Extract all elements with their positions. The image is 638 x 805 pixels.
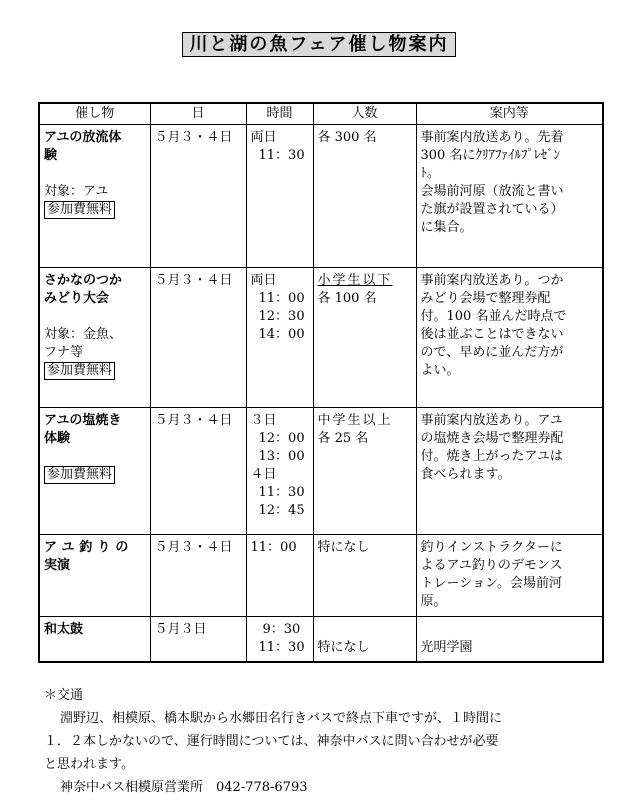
event-name: アユの塩焼き 体験	[44, 413, 122, 446]
event-cell	[39, 268, 150, 408]
notes-body-line: 淵野辺、相模原、橋本駅から水郷田名行きバスで終点下車ですが、１時間に	[60, 711, 503, 726]
guide-cell: 光明学園	[416, 617, 603, 663]
date-cell: ５月３日	[150, 617, 246, 663]
guide-cell: 事前案内放送あり。アユ の塩焼き会場で整理券配 付。焼き上がったアユは 食べられます。	[416, 408, 603, 535]
table-row	[39, 268, 603, 408]
table-row	[39, 535, 603, 617]
transport-notes	[44, 684, 604, 799]
table-header-row	[39, 103, 603, 125]
header-date: 日	[150, 103, 246, 125]
event-cell	[39, 408, 150, 535]
event-target: 対象：アユ	[44, 184, 109, 199]
notes-contact: 神奈中バス相模原営業所 042-778-6793	[60, 780, 308, 795]
header-guide: 案内等	[416, 103, 603, 125]
event-target: 対象：金魚、 フナ等	[44, 327, 123, 360]
people-cell: 特になし	[313, 535, 416, 617]
header-time: 時間	[246, 103, 313, 125]
event-cell	[39, 617, 150, 663]
time-cell: ３日 12：00 13：00 ４日 11：30 12：45	[246, 408, 313, 535]
event-cell	[39, 125, 150, 268]
event-name: アユ釣りの 実演	[44, 540, 134, 573]
table-row	[39, 125, 603, 268]
date-cell: ５月３・４日	[150, 535, 246, 617]
people-cell: 中学生以上 各 25 名	[313, 408, 416, 535]
event-cell	[39, 535, 150, 617]
notes-body-line: １．２本しかないので、運行時間については、神奈中バスに問い合わせが必要	[44, 734, 499, 749]
people-cell: 小学生以下 各 100 名	[313, 268, 416, 408]
event-name: さかなのつか みどり大会	[44, 273, 123, 306]
fee-badge: 参加費無料	[44, 201, 115, 219]
document-title: 川と湖の魚フェア催し物案内	[182, 32, 455, 57]
event-name: アユの放流体 験	[44, 130, 122, 163]
table-row	[39, 408, 603, 535]
guide-cell: 釣りインストラクターに よるアユ釣りのデモンス トレーション。会場前河 原。	[416, 535, 603, 617]
title-area	[0, 32, 638, 57]
people-cell: 各 300 名	[313, 125, 416, 268]
fee-badge: 参加費無料	[44, 466, 115, 484]
events-table	[38, 102, 604, 663]
time-cell: 11：00	[246, 535, 313, 617]
header-people: 人数	[313, 103, 416, 125]
guide-cell: 事前案内放送あり。つか みどり会場で整理券配 付。100 名並んだ時点で 後は並ぶことはできない ので、早めに並んだ方が よい。	[416, 268, 603, 408]
guide-cell: 事前案内放送あり。先着 300 名にｸﾘｱﾌｧｲﾙﾌﾟﾚｾﾞﾝ ﾄ。 会場前河原（放流と書い た旗が設置されている） に集合。	[416, 125, 603, 268]
time-cell: 両日 11：00 12：30 14：00	[246, 268, 313, 408]
date-cell: ５月３・４日	[150, 268, 246, 408]
notes-heading: ＊交通	[44, 688, 84, 703]
table-row	[39, 617, 603, 663]
time-cell: 両日 11：30	[246, 125, 313, 268]
notes-body-line: と思われます。	[44, 757, 134, 772]
time-cell: 9：30 11：30	[246, 617, 313, 663]
people-cell: 特になし	[313, 617, 416, 663]
fee-badge: 参加費無料	[44, 362, 115, 380]
header-event: 催し物	[39, 103, 150, 125]
date-cell: ５月３・４日	[150, 125, 246, 268]
date-cell: ５月３・４日	[150, 408, 246, 535]
event-name: 和太鼓	[44, 622, 84, 637]
